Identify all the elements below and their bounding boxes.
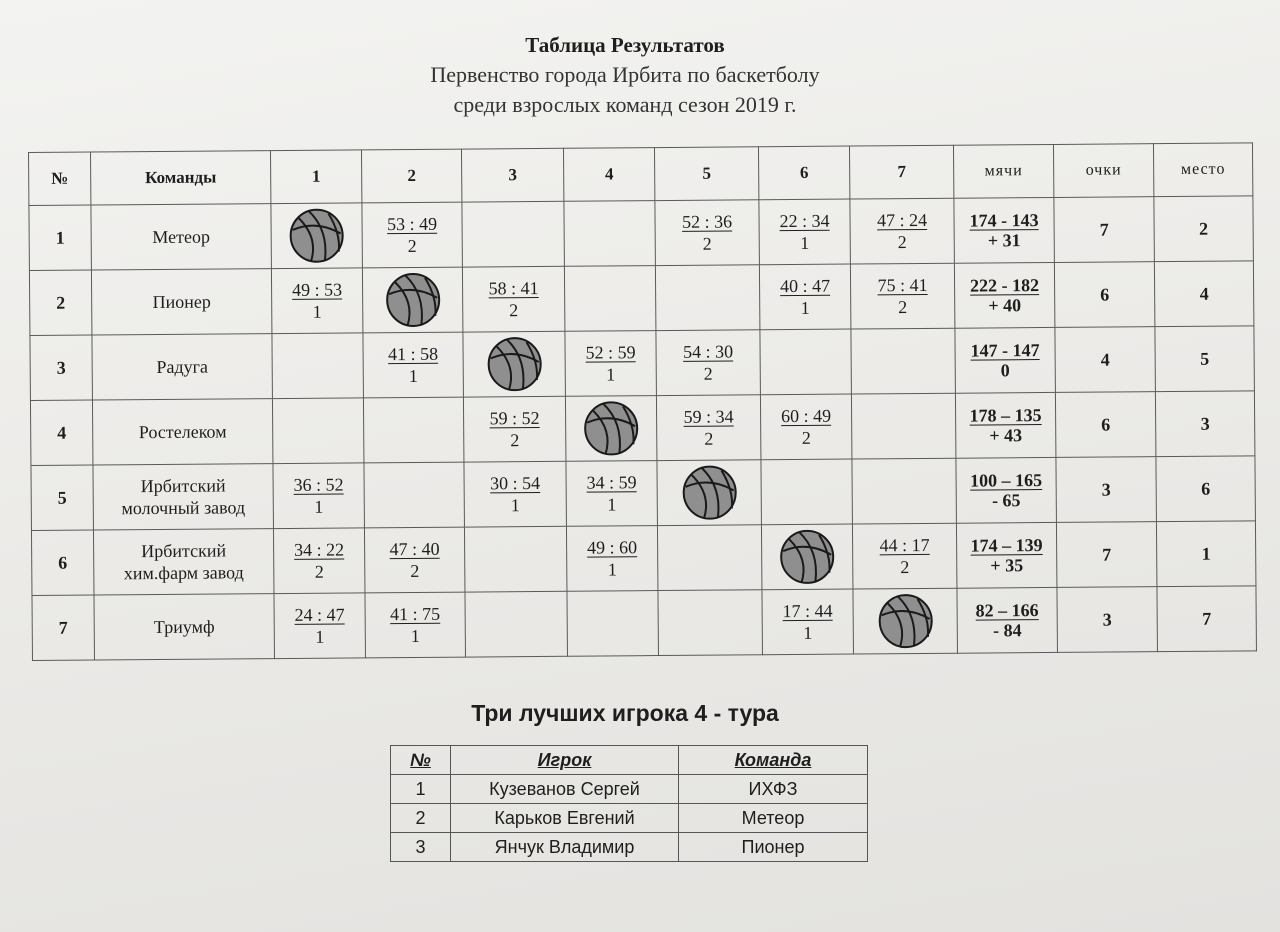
team-number: 2 [29, 270, 92, 335]
game-points: 1 [510, 495, 520, 516]
game-score: 52 : 36 [681, 211, 733, 232]
player-name: Кузеванов Сергей [451, 775, 679, 804]
header-col-5: 5 [654, 147, 758, 201]
score-cell [271, 268, 363, 334]
score-cell [759, 199, 851, 265]
game-score: 44 : 17 [879, 534, 930, 556]
team-number: 3 [30, 335, 93, 400]
game-points: 2 [314, 561, 324, 582]
player-team: Метеор [679, 804, 868, 833]
score-cell [364, 462, 465, 528]
score-cell [658, 590, 763, 656]
game-score: 30 : 54 [490, 472, 541, 494]
team-name [92, 334, 273, 400]
header-col-7: 7 [849, 145, 953, 199]
balls-cell [956, 522, 1057, 588]
game-score: 52 : 59 [585, 342, 636, 363]
diagonal-cell [761, 524, 853, 590]
table-row [391, 833, 868, 862]
balls-balance: - 65 [991, 490, 1021, 511]
results-table [28, 142, 1257, 661]
table-row [31, 521, 1255, 596]
table-row [30, 326, 1254, 401]
team-name-line: Ирбитский [141, 540, 227, 562]
game-score: 36 : 52 [293, 474, 344, 495]
game-score: 22 : 34 [779, 210, 830, 232]
header-place: место [1153, 143, 1252, 197]
game-score: 53 : 49 [386, 213, 438, 235]
score-cell [851, 328, 956, 394]
points-cell: 7 [1056, 522, 1157, 588]
place-cell: 4 [1154, 261, 1254, 327]
game-score: 60 : 49 [781, 405, 832, 427]
game-points: 1 [312, 301, 322, 322]
game-points: 1 [410, 625, 420, 647]
team-name [92, 399, 273, 465]
game-points: 2 [898, 297, 908, 318]
game-score: 59 : 52 [489, 407, 540, 429]
points-cell: 7 [1054, 197, 1155, 263]
basketball-icon [583, 400, 639, 456]
game-score: 40 : 47 [779, 275, 831, 297]
team-number: 5 [31, 465, 94, 530]
score-cell [852, 458, 957, 524]
table-row [391, 775, 868, 804]
score-cell [850, 198, 955, 264]
score-cell [655, 265, 760, 331]
score-cell [274, 593, 366, 659]
balls-cell [955, 327, 1056, 393]
score-cell [463, 396, 566, 462]
score-cell [272, 333, 364, 399]
points-cell: 3 [1057, 587, 1158, 653]
balls-diff: 178 – 135 [969, 405, 1042, 426]
score-cell [760, 394, 852, 460]
header-col-3: 3 [461, 148, 563, 202]
score-cell [364, 527, 465, 593]
balls-diff: 82 – 166 [975, 600, 1039, 621]
game-score: 41 : 75 [390, 603, 441, 625]
game-score: 49 : 53 [291, 279, 343, 300]
game-points: 1 [408, 365, 418, 387]
game-points: 2 [410, 560, 420, 582]
balls-balance: + 35 [990, 555, 1024, 576]
table-row [29, 261, 1253, 336]
player-number: 3 [391, 833, 451, 862]
game-score: 59 : 34 [683, 406, 734, 427]
header-col-1: 1 [270, 150, 361, 204]
team-name [91, 269, 272, 335]
diagonal-cell [565, 396, 657, 462]
game-score: 47 : 24 [876, 209, 928, 231]
team-name [91, 204, 272, 270]
basketball-icon [877, 593, 933, 649]
balls-balance: 0 [1000, 360, 1010, 381]
score-cell [655, 200, 760, 266]
header-team: Команды [91, 151, 271, 205]
player-name: Янчук Владимир [451, 833, 679, 862]
team-name [93, 529, 274, 595]
place-cell: 1 [1156, 521, 1256, 587]
game-points: 2 [704, 428, 714, 449]
score-cell [564, 201, 656, 267]
score-cell [273, 463, 365, 529]
game-score: 41 : 58 [388, 343, 439, 365]
balls-cell [955, 392, 1056, 458]
team-name-line: Триумф [153, 616, 215, 638]
player-name: Карьков Евгений [451, 804, 679, 833]
balls-balance: - 84 [992, 620, 1022, 641]
place-cell: 5 [1155, 326, 1255, 392]
player-team: Пионер [679, 833, 868, 862]
score-cell [656, 330, 761, 396]
score-cell [566, 526, 658, 592]
game-score: 75 : 41 [877, 274, 928, 296]
game-points: 1 [606, 364, 616, 385]
game-points: 2 [509, 300, 519, 321]
score-cell [363, 332, 464, 398]
game-points: 2 [703, 363, 713, 384]
score-cell [852, 523, 957, 589]
score-cell [462, 266, 565, 332]
game-points: 1 [607, 494, 617, 515]
results-body [29, 196, 1257, 661]
document-title: Таблица Результатов [525, 33, 725, 57]
balls-diff: 147 - 147 [970, 340, 1040, 361]
points-cell: 6 [1054, 262, 1155, 328]
score-cell [273, 528, 365, 594]
game-score: 58 : 41 [488, 277, 539, 299]
header-points: очки [1053, 144, 1153, 198]
diagonal-cell [463, 331, 566, 397]
points-cell: 3 [1056, 457, 1157, 523]
team-name-line: Метеор [152, 226, 211, 248]
game-points: 2 [407, 235, 417, 257]
header-col-2: 2 [361, 149, 461, 203]
game-score: 34 : 59 [586, 472, 637, 493]
players-header-row [391, 746, 868, 775]
team-number: 4 [30, 400, 93, 465]
score-cell [565, 331, 657, 397]
team-name-line: Пионер [152, 291, 211, 313]
game-points: 1 [607, 559, 617, 580]
score-cell [464, 526, 567, 592]
players-header-no: № [391, 746, 451, 775]
document-subtitle-2: среди взрослых команд сезон 2019 г. [453, 92, 797, 117]
players-body [391, 775, 868, 862]
score-cell [759, 264, 851, 330]
team-name-line: молочный завод [121, 497, 246, 519]
table-row [30, 391, 1254, 466]
place-cell: 3 [1155, 391, 1255, 457]
player-number: 2 [391, 804, 451, 833]
balls-diff: 174 - 143 [969, 210, 1039, 231]
basketball-icon [681, 464, 737, 520]
score-cell [657, 525, 762, 591]
game-points: 2 [900, 557, 910, 578]
score-cell [566, 461, 658, 527]
score-cell [567, 591, 659, 657]
basketball-icon [384, 272, 440, 328]
score-cell [851, 393, 956, 459]
balls-cell [956, 457, 1057, 523]
game-score: 17 : 44 [782, 600, 833, 622]
header-col-4: 4 [563, 148, 654, 202]
game-points: 2 [801, 427, 811, 448]
team-number: 6 [31, 530, 94, 595]
balls-balance: + 31 [987, 230, 1021, 251]
game-points: 1 [315, 626, 325, 647]
game-points: 1 [800, 297, 810, 318]
score-cell [365, 592, 466, 658]
game-score: 49 : 60 [587, 537, 638, 558]
document-subtitle-1: Первенство города Ирбита по баскетболу [430, 62, 820, 87]
score-cell [363, 397, 464, 463]
team-name [94, 594, 275, 660]
balls-balance: + 40 [988, 295, 1022, 316]
score-cell [760, 329, 852, 395]
players-header-player: Игрок [451, 746, 679, 775]
game-points: 1 [803, 622, 813, 643]
table-row [29, 196, 1253, 271]
team-name-line: Ростелеком [138, 421, 227, 443]
score-cell [564, 266, 656, 332]
player-number: 1 [391, 775, 451, 804]
top-players-title: Три лучших игрока 4 - тура [471, 700, 779, 726]
game-score: 47 : 40 [389, 538, 440, 560]
team-name [93, 464, 274, 530]
results-header-row [29, 143, 1253, 206]
game-points: 1 [800, 232, 810, 253]
score-cell [656, 395, 761, 461]
balls-diff: 100 – 165 [970, 470, 1043, 491]
team-name-line: Радуга [156, 356, 209, 377]
team-name-line: Ирбитский [140, 475, 226, 497]
game-score: 24 : 47 [294, 604, 345, 625]
table-row [31, 456, 1255, 531]
team-number: 7 [32, 595, 95, 660]
place-cell: 2 [1154, 196, 1254, 262]
player-team: ИХФЗ [679, 775, 868, 804]
score-cell [272, 398, 364, 464]
players-header-team: Команда [679, 746, 868, 775]
score-cell [462, 201, 565, 267]
score-cell [464, 461, 567, 527]
document-header [0, 30, 1250, 120]
header-col-6: 6 [758, 146, 849, 200]
diagonal-cell [362, 267, 463, 333]
team-name-line: хим.фарм завод [123, 562, 244, 584]
balls-cell [954, 197, 1055, 263]
balls-cell [957, 587, 1058, 653]
table-row [391, 804, 868, 833]
score-cell [465, 591, 568, 657]
game-points: 2 [702, 233, 712, 254]
diagonal-cell [271, 203, 363, 269]
points-cell: 4 [1055, 327, 1156, 393]
game-points: 2 [897, 232, 907, 253]
score-cell [761, 459, 853, 525]
place-cell: 7 [1157, 586, 1257, 652]
header-no: № [29, 152, 91, 205]
team-number: 1 [29, 205, 92, 270]
game-points: 1 [314, 496, 324, 517]
balls-diff: 222 - 182 [969, 275, 1040, 296]
balls-cell [954, 262, 1055, 328]
game-points: 2 [510, 430, 520, 451]
top-players-table [390, 745, 868, 862]
score-cell [850, 263, 955, 329]
score-cell [762, 589, 854, 655]
game-score: 54 : 30 [682, 341, 734, 362]
basketball-icon [486, 336, 542, 392]
header-balls: мячи [953, 144, 1053, 198]
score-cell [362, 202, 463, 268]
place-cell: 6 [1156, 456, 1256, 522]
points-cell: 6 [1055, 392, 1156, 458]
basketball-icon [779, 529, 835, 585]
game-score: 34 : 22 [294, 539, 345, 560]
diagonal-cell [657, 460, 762, 526]
balls-diff: 174 – 139 [970, 535, 1043, 556]
balls-balance: + 43 [989, 425, 1023, 446]
diagonal-cell [853, 588, 958, 654]
basketball-icon [288, 208, 344, 264]
table-row [32, 586, 1256, 661]
